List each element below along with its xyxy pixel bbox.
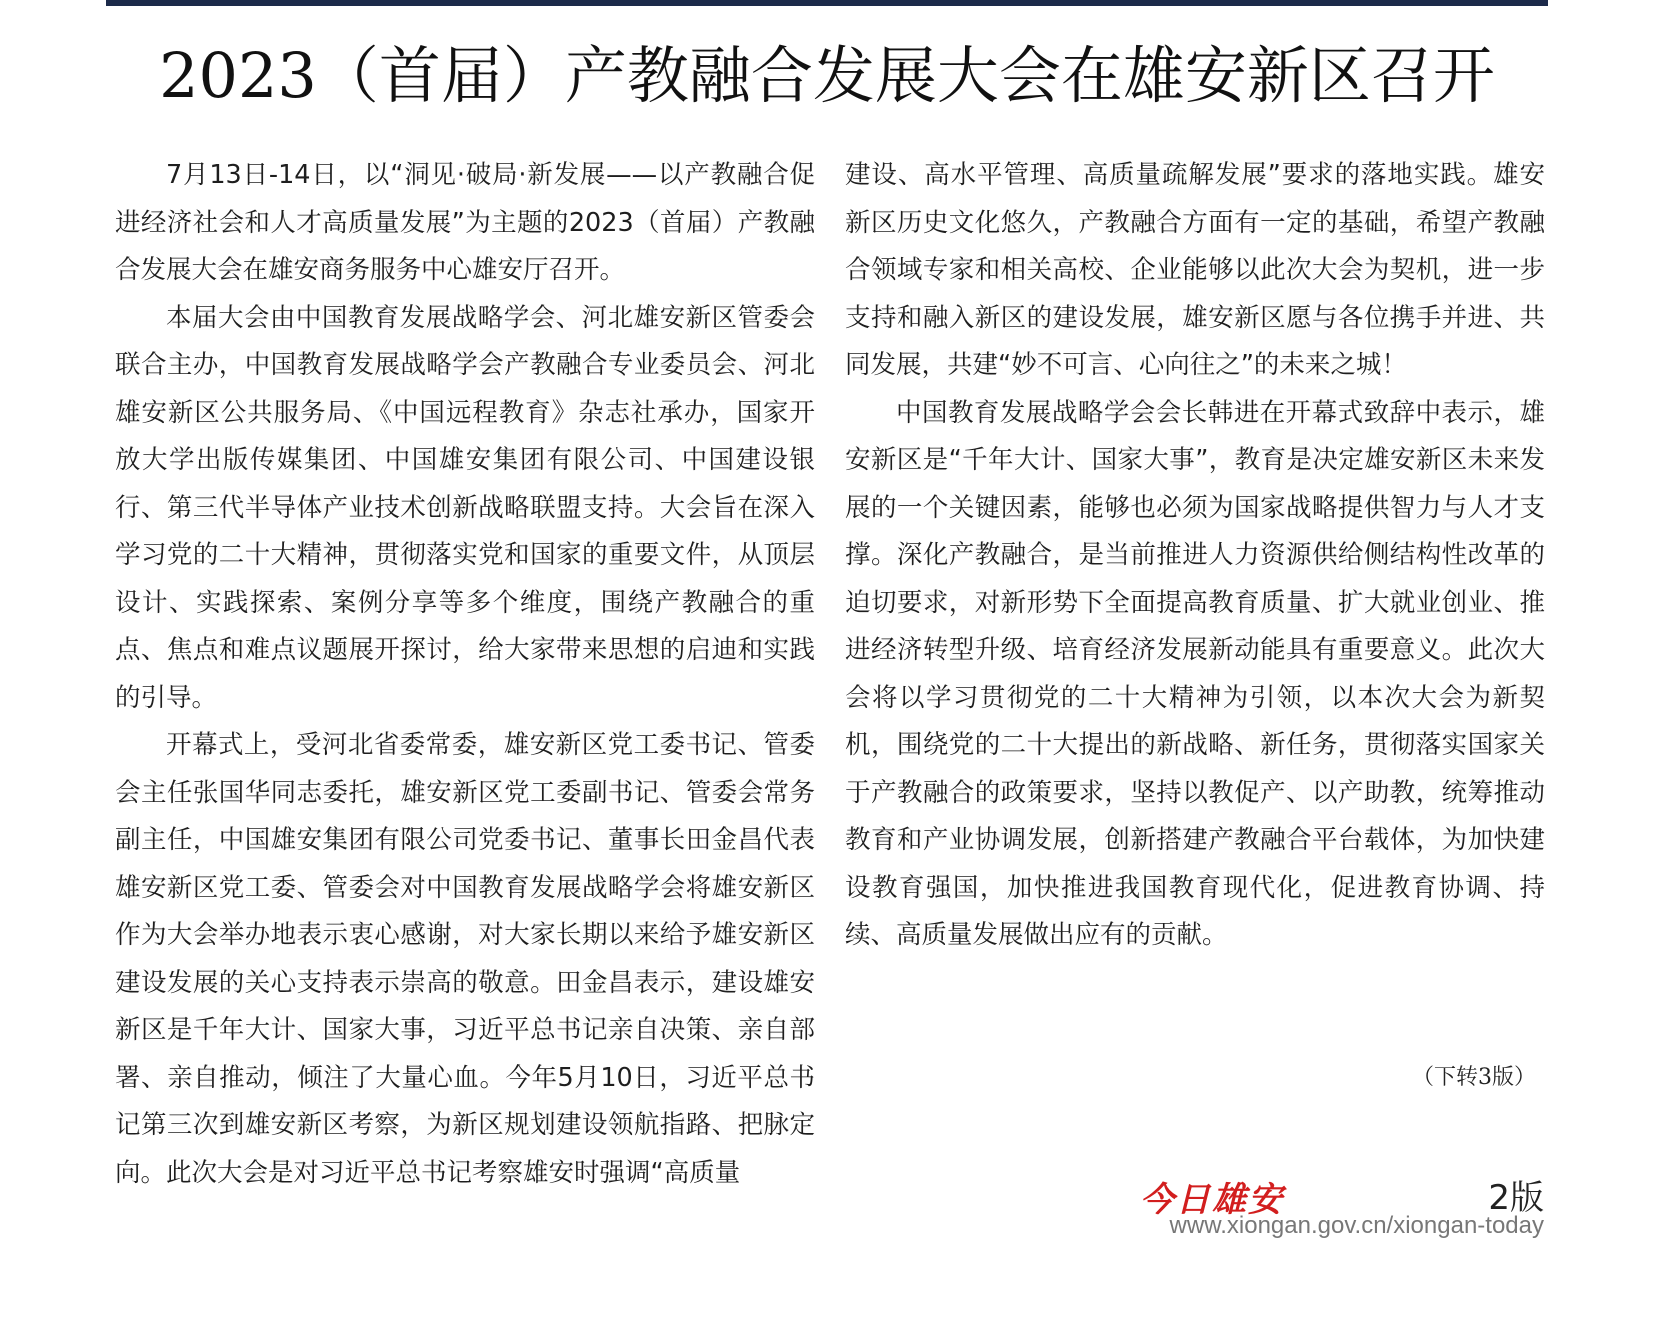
newspaper-logo: 今日雄安 xyxy=(1140,1180,1284,1220)
article-paragraph: 本届大会由中国教育发展战略学会、河北雄安新区管委会联合主办，中国教育发展战略学会产教融合专业委员会、河北雄安新区公共服务局、《中国远程教育》杂志社承办，国家开放大学出版传媒集团、中国雄安集团有限公司、中国建设银行、第三代半导体产业技术创新战略联盟支持。大会旨在深入学习党的二十大精神，贯彻落实党和国家的重要文件，从顶层设计、实践探索、案例分享等多个维度，围绕产教融合的重点、焦点和难点议题展开探讨，给大家带来思想的启迪和实践的引导。 xyxy=(115,302,815,713)
article-left-column xyxy=(115,152,815,1197)
site-url[interactable]: www.xiongan.gov.cn/xiongan-today xyxy=(1169,1212,1544,1239)
page-number: 2版 xyxy=(1488,1178,1544,1218)
article-paragraph: 7月13日-14日，以“洞见·破局·新发展——以产教融合促进经济社会和人才高质量发展”为主题的2023（首届）产教融合发展大会在雄安商务服务中心雄安厅召开。 xyxy=(115,160,815,285)
article-right-column xyxy=(845,152,1545,960)
top-rule xyxy=(106,0,1548,6)
headline: 2023（首届）产教融合发展大会在雄安新区召开 xyxy=(159,39,1495,112)
article-paragraph: 中国教育发展战略学会会长韩进在开幕式致辞中表示，雄安新区是“千年大计、国家大事”，教育是决定雄安新区未来发展的一个关键因素，能够也必须为国家战略提供智力与人才支撑。深化产教融合，是当前推进人力资源供给侧结构性改革的迫切要求，对新形势下全面提高教育质量、扩大就业创业、推进经济转型升级、培育经济发展新动能具有重要意义。此次大会将以学习贯彻党的二十大精神为引领，以本次大会为新契机，围绕党的二十大提出的新战略、新任务，贯彻落实国家关于产教融合的政策要求，坚持以教促产、以产助教，统筹推动教育和产业协调发展，创新搭建产教融合平台载体，为加快建设教育强国，加快推进我国教育现代化，促进教育协调、持续、高质量发展做出应有的贡献。 xyxy=(845,397,1545,950)
continued-on-page-note: （下转3版） xyxy=(1412,1065,1536,1090)
article-paragraph: 开幕式上，受河北省委常委，雄安新区党工委书记、管委会主任张国华同志委托，雄安新区党工委副书记、管委会常务副主任，中国雄安集团有限公司党委书记、董事长田金昌代表雄安新区党工委、管委会对中国教育发展战略学会将雄安新区作为大会举办地表示衷心感谢，对大家长期以来给予雄安新区建设发展的关心支持表示崇高的敬意。田金昌表示，建设雄安新区是千年大计、国家大事，习近平总书记亲自决策、亲自部署、亲自推动，倾注了大量心血。今年5月10日，习近平总书记第三次到雄安新区考察，为新区规划建设领航指路、把脉定向。此次大会是对习近平总书记考察雄安时强调“高质量 xyxy=(115,730,815,1188)
article-paragraph-continuation: 建设、高水平管理、高质量疏解发展”要求的落地实践。雄安新区历史文化悠久，产教融合方面有一定的基础，希望产教融合领域专家和相关高校、企业能够以此次大会为契机，进一步支持和融入新区的建设发展，雄安新区愿与各位携手并进、共同发展，共建“妙不可言、心向往之”的未来之城！ xyxy=(845,160,1545,380)
